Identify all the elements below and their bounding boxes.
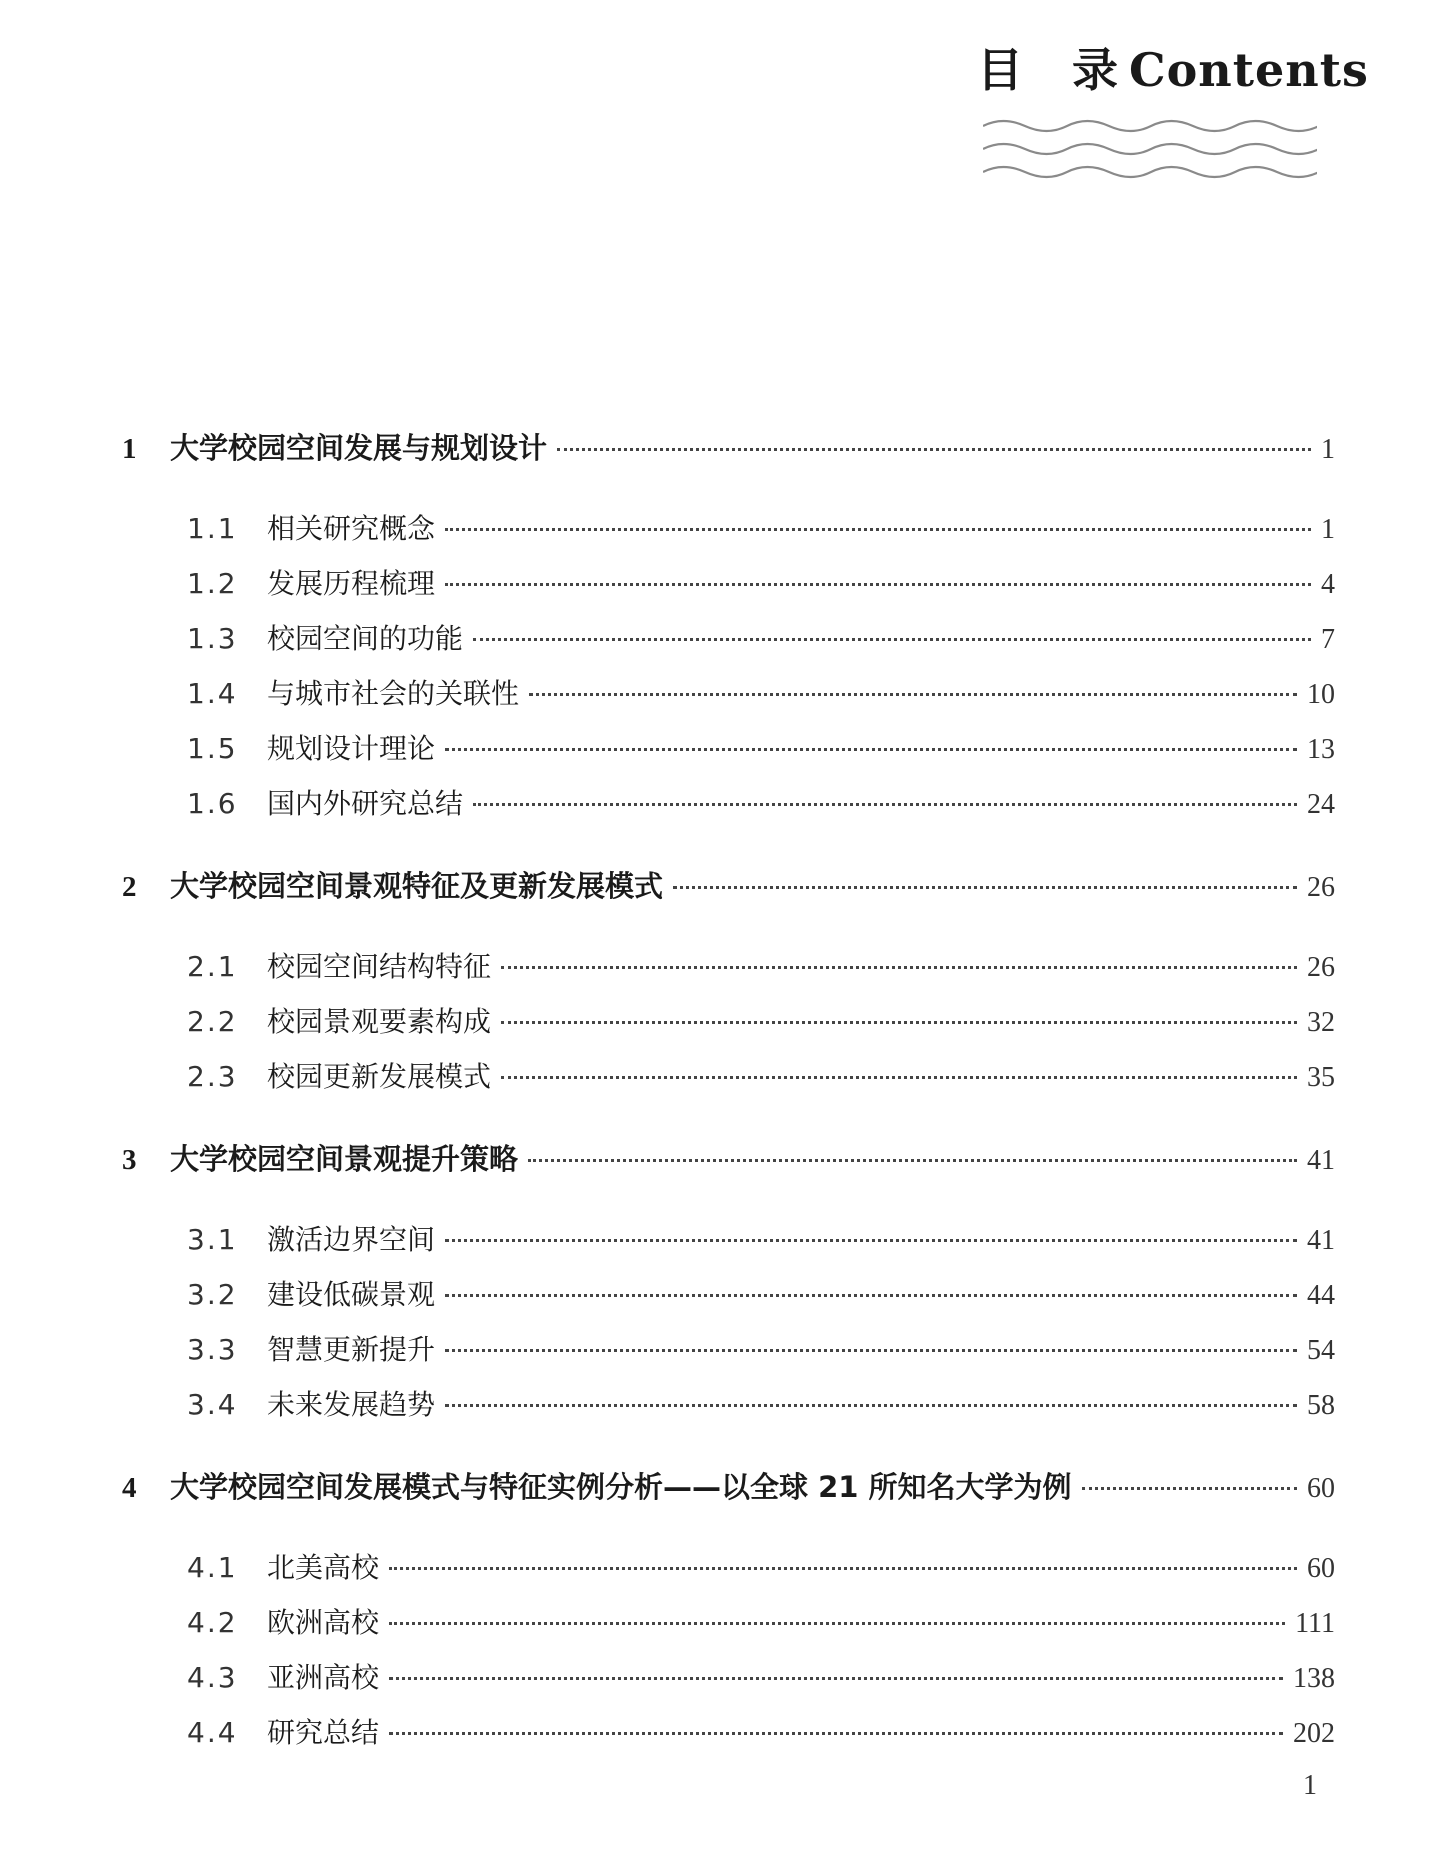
- toc-entry-title: 国内外研究总结: [267, 787, 464, 820]
- toc-chapter-entry[interactable]: [122, 420, 1335, 476]
- toc-entry-title: 校园空间的功能: [267, 622, 464, 655]
- dot-leader: [1082, 1487, 1297, 1490]
- dot-leader: [501, 1076, 1297, 1079]
- toc-entry-number: 4.1: [187, 1551, 238, 1584]
- toc-section-entry[interactable]: [122, 939, 1335, 994]
- title-zh-mu: 目: [977, 43, 1024, 97]
- toc-entry-title: 亚洲高校: [267, 1661, 380, 1694]
- toc-entry-title: 研究总结: [267, 1716, 380, 1749]
- toc-entry-title: 大学校园空间景观特征及更新发展模式: [170, 869, 664, 903]
- toc-entry-title: 未来发展趋势: [267, 1388, 436, 1421]
- dot-leader: [445, 1404, 1297, 1407]
- toc-entry-number: 1.4: [187, 677, 238, 710]
- toc-entry-title: 校园景观要素构成: [267, 1005, 492, 1038]
- toc-entry-number: 3.4: [187, 1388, 238, 1421]
- dot-leader: [389, 1622, 1285, 1625]
- dot-leader: [473, 638, 1311, 641]
- dot-leader: [673, 886, 1297, 889]
- toc-entry-page: 41: [1307, 1225, 1335, 1256]
- wave-ornament-icon: [983, 118, 1317, 180]
- toc-entry-number: 1: [122, 433, 137, 465]
- dot-leader: [445, 748, 1297, 751]
- toc-section-entry[interactable]: [122, 1212, 1335, 1267]
- toc-section-entry[interactable]: [122, 1595, 1335, 1650]
- toc-section-entry[interactable]: [122, 994, 1335, 1049]
- dot-leader: [529, 693, 1297, 696]
- toc-entry-page: 58: [1307, 1390, 1335, 1421]
- toc-entry-number: 1.6: [187, 787, 238, 820]
- toc-entry-title: 激活边界空间: [267, 1223, 436, 1256]
- toc-section-entry[interactable]: [122, 721, 1335, 776]
- toc-entry-number: 4.4: [187, 1716, 238, 1749]
- toc-section-entry[interactable]: [122, 1650, 1335, 1705]
- title-en: Contents: [1129, 43, 1369, 97]
- toc-entry-page: 138: [1293, 1663, 1335, 1694]
- toc-section-entry[interactable]: [122, 556, 1335, 611]
- toc-entry-page: 32: [1307, 1007, 1335, 1038]
- dot-leader: [445, 1239, 1297, 1242]
- toc-entry-page: 1: [1321, 434, 1335, 465]
- toc-entry-page: 111: [1295, 1608, 1335, 1639]
- toc-entry-page: 44: [1307, 1280, 1335, 1311]
- toc-entry-page: 4: [1321, 569, 1335, 600]
- toc-entry-title: 校园空间结构特征: [267, 950, 492, 983]
- contents-header: [977, 40, 1369, 180]
- toc-entry-page: 26: [1307, 872, 1335, 903]
- dot-leader: [445, 1294, 1297, 1297]
- toc-entry-number: 4: [122, 1472, 137, 1504]
- dot-leader: [445, 583, 1311, 586]
- dot-leader: [557, 448, 1311, 451]
- toc-entry-page: 60: [1307, 1553, 1335, 1584]
- toc-entry-title: 大学校园空间发展模式与特征实例分析——以全球 21 所知名大学为例: [170, 1470, 1072, 1504]
- toc-entry-title: 北美高校: [267, 1551, 380, 1584]
- toc-entry-number: 3.1: [187, 1223, 238, 1256]
- toc-entry-title: 大学校园空间景观提升策略: [170, 1142, 519, 1176]
- toc-entry-page: 24: [1307, 789, 1335, 820]
- dot-leader: [501, 966, 1297, 969]
- toc-section-entry[interactable]: [122, 1049, 1335, 1104]
- toc-entry-title: 智慧更新提升: [267, 1333, 436, 1366]
- toc-entry-number: 4.2: [187, 1606, 238, 1639]
- toc-section-entry[interactable]: [122, 1322, 1335, 1377]
- dot-leader: [389, 1567, 1297, 1570]
- toc-section-entry[interactable]: [122, 1377, 1335, 1432]
- toc-entry-number: 1.1: [187, 512, 238, 545]
- toc-section-entry[interactable]: [122, 1267, 1335, 1322]
- toc-entry-number: 2.1: [187, 950, 238, 983]
- toc-chapter-entry[interactable]: [122, 1459, 1335, 1515]
- toc-entry-page: 41: [1307, 1145, 1335, 1176]
- toc-entry-page: 1: [1321, 514, 1335, 545]
- title-zh-lu: 录: [1072, 43, 1119, 97]
- toc-entry-page: 26: [1307, 952, 1335, 983]
- toc-entry-page: 202: [1293, 1718, 1335, 1749]
- dot-leader: [445, 1349, 1297, 1352]
- toc-entry-title: 与城市社会的关联性: [267, 677, 520, 710]
- toc-chapter-entry[interactable]: [122, 858, 1335, 914]
- toc-entry-title: 建设低碳景观: [267, 1278, 436, 1311]
- toc-entry-number: 1.3: [187, 622, 238, 655]
- toc-entry-number: 1.2: [187, 567, 238, 600]
- toc-section-entry[interactable]: [122, 776, 1335, 831]
- toc-entry-page: 7: [1321, 624, 1335, 655]
- toc-section-entry[interactable]: [122, 666, 1335, 721]
- toc-section-entry[interactable]: [122, 1705, 1335, 1760]
- toc-entry-number: 4.3: [187, 1661, 238, 1694]
- toc-section-entry[interactable]: [122, 1540, 1335, 1595]
- toc-entry-title: 规划设计理论: [267, 732, 436, 765]
- dot-leader: [528, 1159, 1297, 1162]
- dot-leader: [445, 528, 1311, 531]
- toc-entry-page: 60: [1307, 1473, 1335, 1504]
- toc-entry-number: 3.2: [187, 1278, 238, 1311]
- toc-entry-number: 2: [122, 871, 137, 903]
- dot-leader: [389, 1732, 1283, 1735]
- toc-entry-page: 35: [1307, 1062, 1335, 1093]
- toc-entry-title: 大学校园空间发展与规划设计: [170, 431, 548, 465]
- toc-entry-number: 3.3: [187, 1333, 238, 1366]
- dot-leader: [473, 803, 1297, 806]
- toc-entry-title: 欧洲高校: [267, 1606, 380, 1639]
- dot-leader: [501, 1021, 1297, 1024]
- toc-entry-page: 54: [1307, 1335, 1335, 1366]
- footer-page-number: 1: [1303, 1770, 1317, 1801]
- toc-section-entry[interactable]: [122, 611, 1335, 666]
- toc-entry-title: 相关研究概念: [267, 512, 436, 545]
- toc-entry-page: 13: [1307, 734, 1335, 765]
- toc-section-entry[interactable]: [122, 501, 1335, 556]
- dot-leader: [389, 1677, 1283, 1680]
- toc-entry-number: 1.5: [187, 732, 238, 765]
- toc-entry-number: 2.3: [187, 1060, 238, 1093]
- toc-entry-number: 3: [122, 1144, 137, 1176]
- toc-entry-page: 10: [1307, 679, 1335, 710]
- toc-chapter-entry[interactable]: [122, 1131, 1335, 1187]
- toc-entry-title: 发展历程梳理: [267, 567, 436, 600]
- toc-entry-title: 校园更新发展模式: [267, 1060, 492, 1093]
- toc-entry-number: 2.2: [187, 1005, 238, 1038]
- table-of-contents: [122, 420, 1335, 1760]
- page-title: [977, 40, 1369, 100]
